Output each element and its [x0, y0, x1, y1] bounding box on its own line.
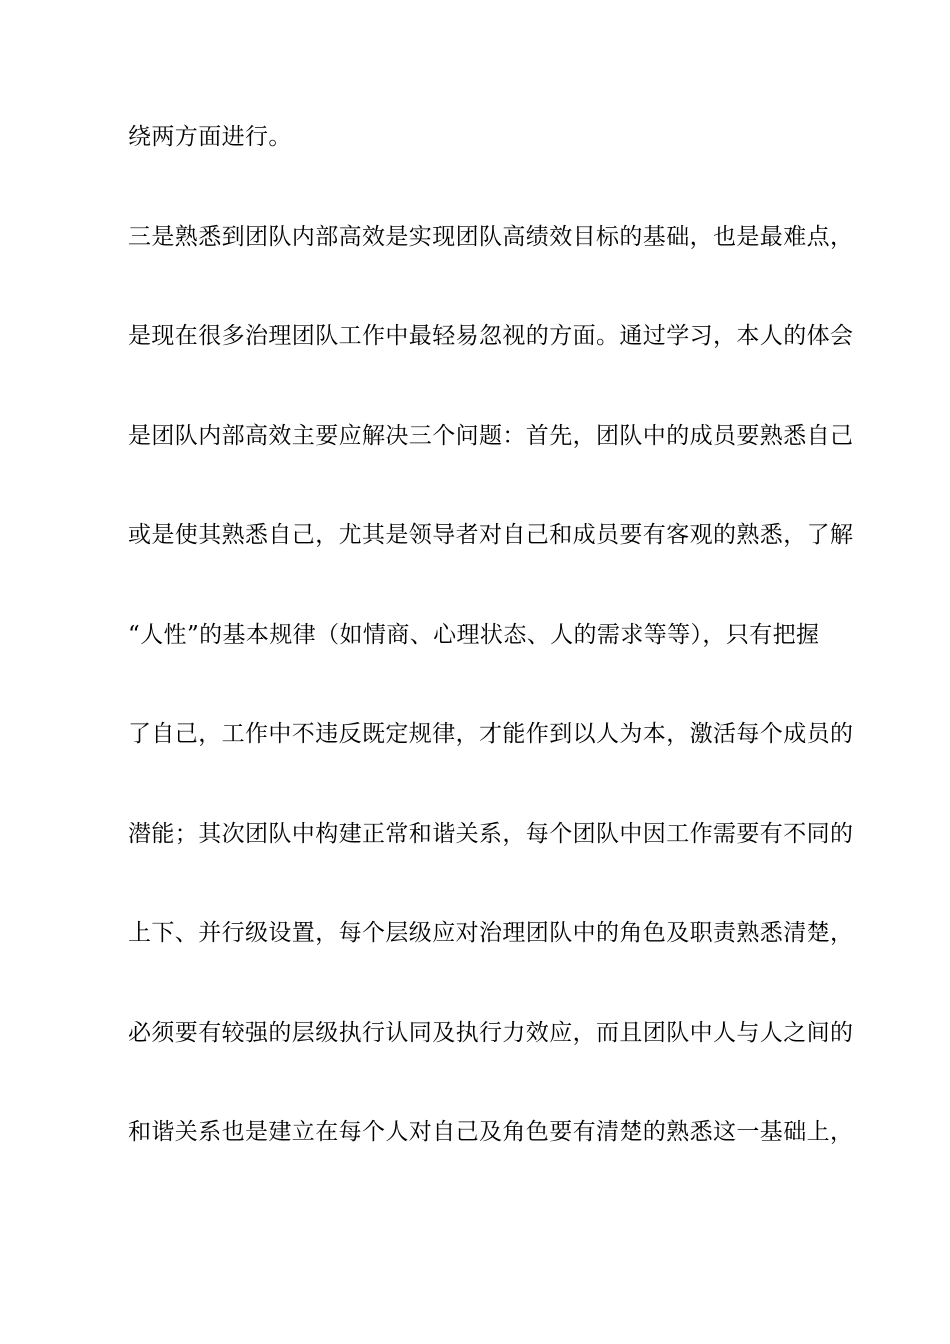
- text-line: 是现在很多治理团队工作中最轻易忽视的方面。通过学习，本人的体会: [128, 323, 854, 349]
- text-line: 或是使其熟悉自己，尤其是领导者对自己和成员要有客观的熟悉，了解: [128, 522, 854, 548]
- text-line: 和谐关系也是建立在每个人对自己及角色要有清楚的熟悉这一基础上，: [128, 1119, 854, 1145]
- text-line: 必须要有较强的层级执行认同及执行力效应，而且团队中人与人之间的: [128, 1019, 854, 1046]
- text-line: 上下、并行级设置，每个层级应对治理团队中的角色及职责熟悉清楚，: [128, 920, 854, 946]
- text-line: 是团队内部高效主要应解决三个问题：首先，团队中的成员要熟悉自己: [128, 422, 854, 449]
- text-line: 了自己，工作中不违反既定规律，才能作到以人为本，激活每个成员的: [128, 721, 854, 747]
- text-line: 绕两方面进行。: [128, 124, 292, 150]
- text-line: 潜能；其次团队中构建正常和谐关系，每个团队中因工作需要有不同的: [128, 820, 854, 847]
- text-line: “人性”的基本规律（如情商、心理状态、人的需求等等），只有把握: [128, 621, 820, 648]
- body-text: [128, 117, 854, 1212]
- text-line: 三是熟悉到团队内部高效是实现团队高绩效目标的基础，也是最难点，: [128, 223, 854, 250]
